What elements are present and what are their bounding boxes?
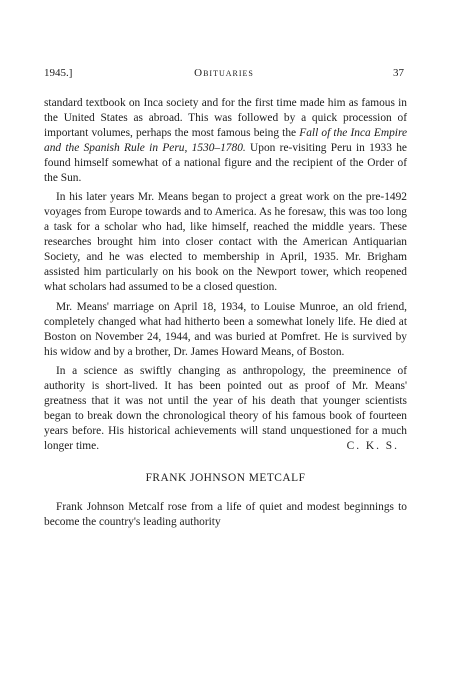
paragraph-4 xyxy=(44,364,407,453)
paragraph-1-text-b: Upon re-visiting Peru in 1933 he found himself somewhat of a national figure and the recipient of the Order of the Sun. xyxy=(44,141,407,184)
author-initials: C. K. S. xyxy=(346,439,399,452)
paragraph-1 xyxy=(44,96,407,185)
paragraph-5: Frank Johnson Metcalf rose from a life of quiet and modest beginnings to become the country's leading authority xyxy=(44,500,407,528)
page-number: 37 xyxy=(393,67,404,79)
header-title: Obituaries xyxy=(194,67,254,79)
paragraph-4-text: In a science as swiftly changing as anthropology, the preeminence of authority is short-lived. It has been pointed out as proof of Mr. Means' greatness that it was not until the year of his death that younger scientists began to break down the chronological theory of his famous book of fourteen years before. His historical achievements will stand unquestioned for a much longer time. xyxy=(44,365,407,452)
book-title: Fall of the Inca Empire and the Spanish Rule in Peru, 1530–1780. xyxy=(44,126,408,154)
paragraph-3: Mr. Means' marriage on April 18, 1934, to Louise Munroe, an old friend, completely changed what had hitherto been a somewhat lonely life. He died at Boston on November 24, 1944, and was buried at Pomfret. He is survived by his widow and by a brother, Dr. James Howard Means, of Boston. xyxy=(44,300,407,358)
obituary-heading: FRANK JOHNSON METCALF xyxy=(145,471,306,484)
body-text xyxy=(44,96,407,530)
running-head xyxy=(44,66,404,80)
header-year: 1945.] xyxy=(44,67,73,79)
paragraph-2: In his later years Mr. Means began to project a great work on the pre-1492 voyages from Europe towards and to America. As he foresaw, this was too long a task for a scholar who had, like himself, reached the middle years. These researches brought him into closer contact with the American Antiquarian Society, and he was elected to membership in April, 1935. Mr. Brigham assisted him particularly on his book on the Newport tower, which reopened what scholars had assumed to be a closed question. xyxy=(44,191,407,293)
paragraph-1-text-a: standard textbook on Inca society and for the first time made him as famous in the United States as abroad. This was followed by a quick procession of important volumes, perhaps the most famous being the xyxy=(44,97,407,139)
